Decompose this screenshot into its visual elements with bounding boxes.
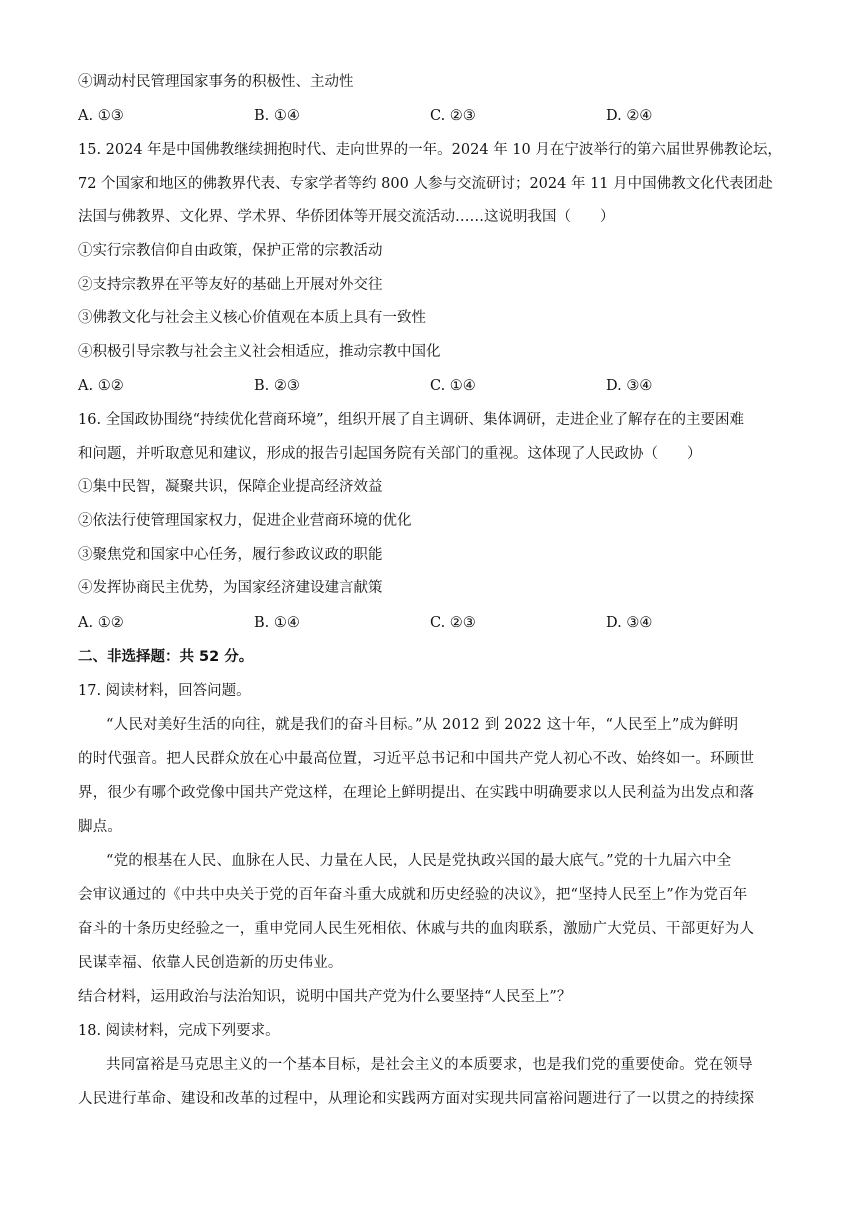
q15-item-1: ①实行宗教信仰自由政策，保护正常的宗教活动 <box>78 243 383 259</box>
q17-stem: 17. 阅读材料，回答问题。 <box>78 683 251 699</box>
q15-item-2: ②支持宗教界在平等友好的基础上开展对外交往 <box>78 277 383 293</box>
section-2-heading: 二、非选择题：共 52 分。 <box>78 649 254 665</box>
q15-stem-line-2: 72 个国家和地区的佛教界代表、专家学者等约 800 人参与交流研讨；2024 年 11 月中国佛教文化代表团赴 <box>78 176 773 192</box>
q15-item-4: ④积极引导宗教与社会主义社会相适应，推动宗教中国化 <box>78 344 441 360</box>
q15-stem-line-1: 15. 2024 年是中国佛教继续拥抱时代、走向世界的一年。2024 年 10 月在宁波举行的第六届世界佛教论坛， <box>78 142 782 158</box>
q14-options <box>78 106 788 126</box>
q16-option-c: C. ②③ <box>430 615 476 631</box>
q15-option-a: A. ①② <box>78 378 124 394</box>
q17-para2-line-4: 民谋幸福、依靠人民创造新的历史伟业。 <box>78 955 343 971</box>
q17-para2-line-3: 奋斗的十条历史经验之一，重申党同人民生死相依、休戚与共的血肉联系，激励广大党员、干部更好为人 <box>78 921 755 937</box>
q17-para2-line-2: 会审议通过的《中共中央关于党的百年奋斗重大成就和历史经验的决议》，把“坚持人民至上”作为党百年 <box>78 887 748 903</box>
q14-option-b: B. ①④ <box>254 108 300 124</box>
q14-option-a: A. ①③ <box>78 108 124 124</box>
q16-option-d: D. ③④ <box>606 615 653 631</box>
q16-item-4: ④发挥协商民主优势，为国家经济建设建言献策 <box>78 580 383 596</box>
q15-stem-line-3: 法国与佛教界、文化界、学术界、华侨团体等开展交流活动……这说明我国（ ） <box>78 209 615 225</box>
q18-para1-line-1: 共同富裕是马克思主义的一个基本目标，是社会主义的本质要求，也是我们党的重要使命。党在领导 <box>106 1057 753 1073</box>
q17-para1-line-2: 的时代强音。把人民群众放在心中最高位置，习近平总书记和中国共产党人初心不改、始终如一。环顾世 <box>78 751 755 767</box>
q16-item-3: ③聚焦党和国家中心任务，履行参政议政的职能 <box>78 547 383 563</box>
q15-options <box>78 376 788 396</box>
q14-option-d: D. ②④ <box>606 108 653 124</box>
q15-item-3: ③佛教文化与社会主义核心价值观在本质上具有一致性 <box>78 310 426 326</box>
q16-item-2: ②依法行使管理国家权力，促进企业营商环境的优化 <box>78 513 412 529</box>
q16-stem-line-2: 和问题，并听取意见和建议，形成的报告引起国务院有关部门的重视。这体现了人民政协（ ） <box>78 446 702 462</box>
q14-item-4: ④调动村民管理国家事务的积极性、主动性 <box>78 74 354 90</box>
q15-option-c: C. ①④ <box>430 378 476 394</box>
q15-option-b: B. ②③ <box>254 378 300 394</box>
q16-option-a: A. ①② <box>78 615 124 631</box>
q17-question: 结合材料，运用政治与法治知识，说明中国共产党为什么要坚持“人民至上”？ <box>78 989 572 1005</box>
q16-option-b: B. ①④ <box>254 615 300 631</box>
q16-options <box>78 613 788 633</box>
q18-stem: 18. 阅读材料，完成下列要求。 <box>78 1023 280 1039</box>
q17-para1-line-1: “人民对美好生活的向往，就是我们的奋斗目标。”从 2012 到 2022 这十年，“人民至上”成为鲜明 <box>106 717 739 733</box>
q18-para1-line-2: 人民进行革命、建设和改革的过程中，从理论和实践两方面对实现共同富裕问题进行了一以贯之的持续探 <box>78 1091 755 1107</box>
q16-stem-line-1: 16. 全国政协围绕“持续优化营商环境”，组织开展了自主调研、集体调研，走进企业了解存在的主要困难 <box>78 412 744 428</box>
q17-para2-line-1: “党的根基在人民、血脉在人民、力量在人民，人民是党执政兴国的最大底气。”党的十九届六中全 <box>106 853 732 869</box>
q16-item-1: ①集中民智，凝聚共识，保障企业提高经济效益 <box>78 479 383 495</box>
q14-option-c: C. ②③ <box>430 108 476 124</box>
q17-para1-line-3: 界，很少有哪个政党像中国共产党这样，在理论上鲜明提出、在实践中明确要求以人民利益为出发点和落 <box>78 785 755 801</box>
q17-para1-line-4: 脚点。 <box>78 819 123 835</box>
q15-option-d: D. ③④ <box>606 378 653 394</box>
